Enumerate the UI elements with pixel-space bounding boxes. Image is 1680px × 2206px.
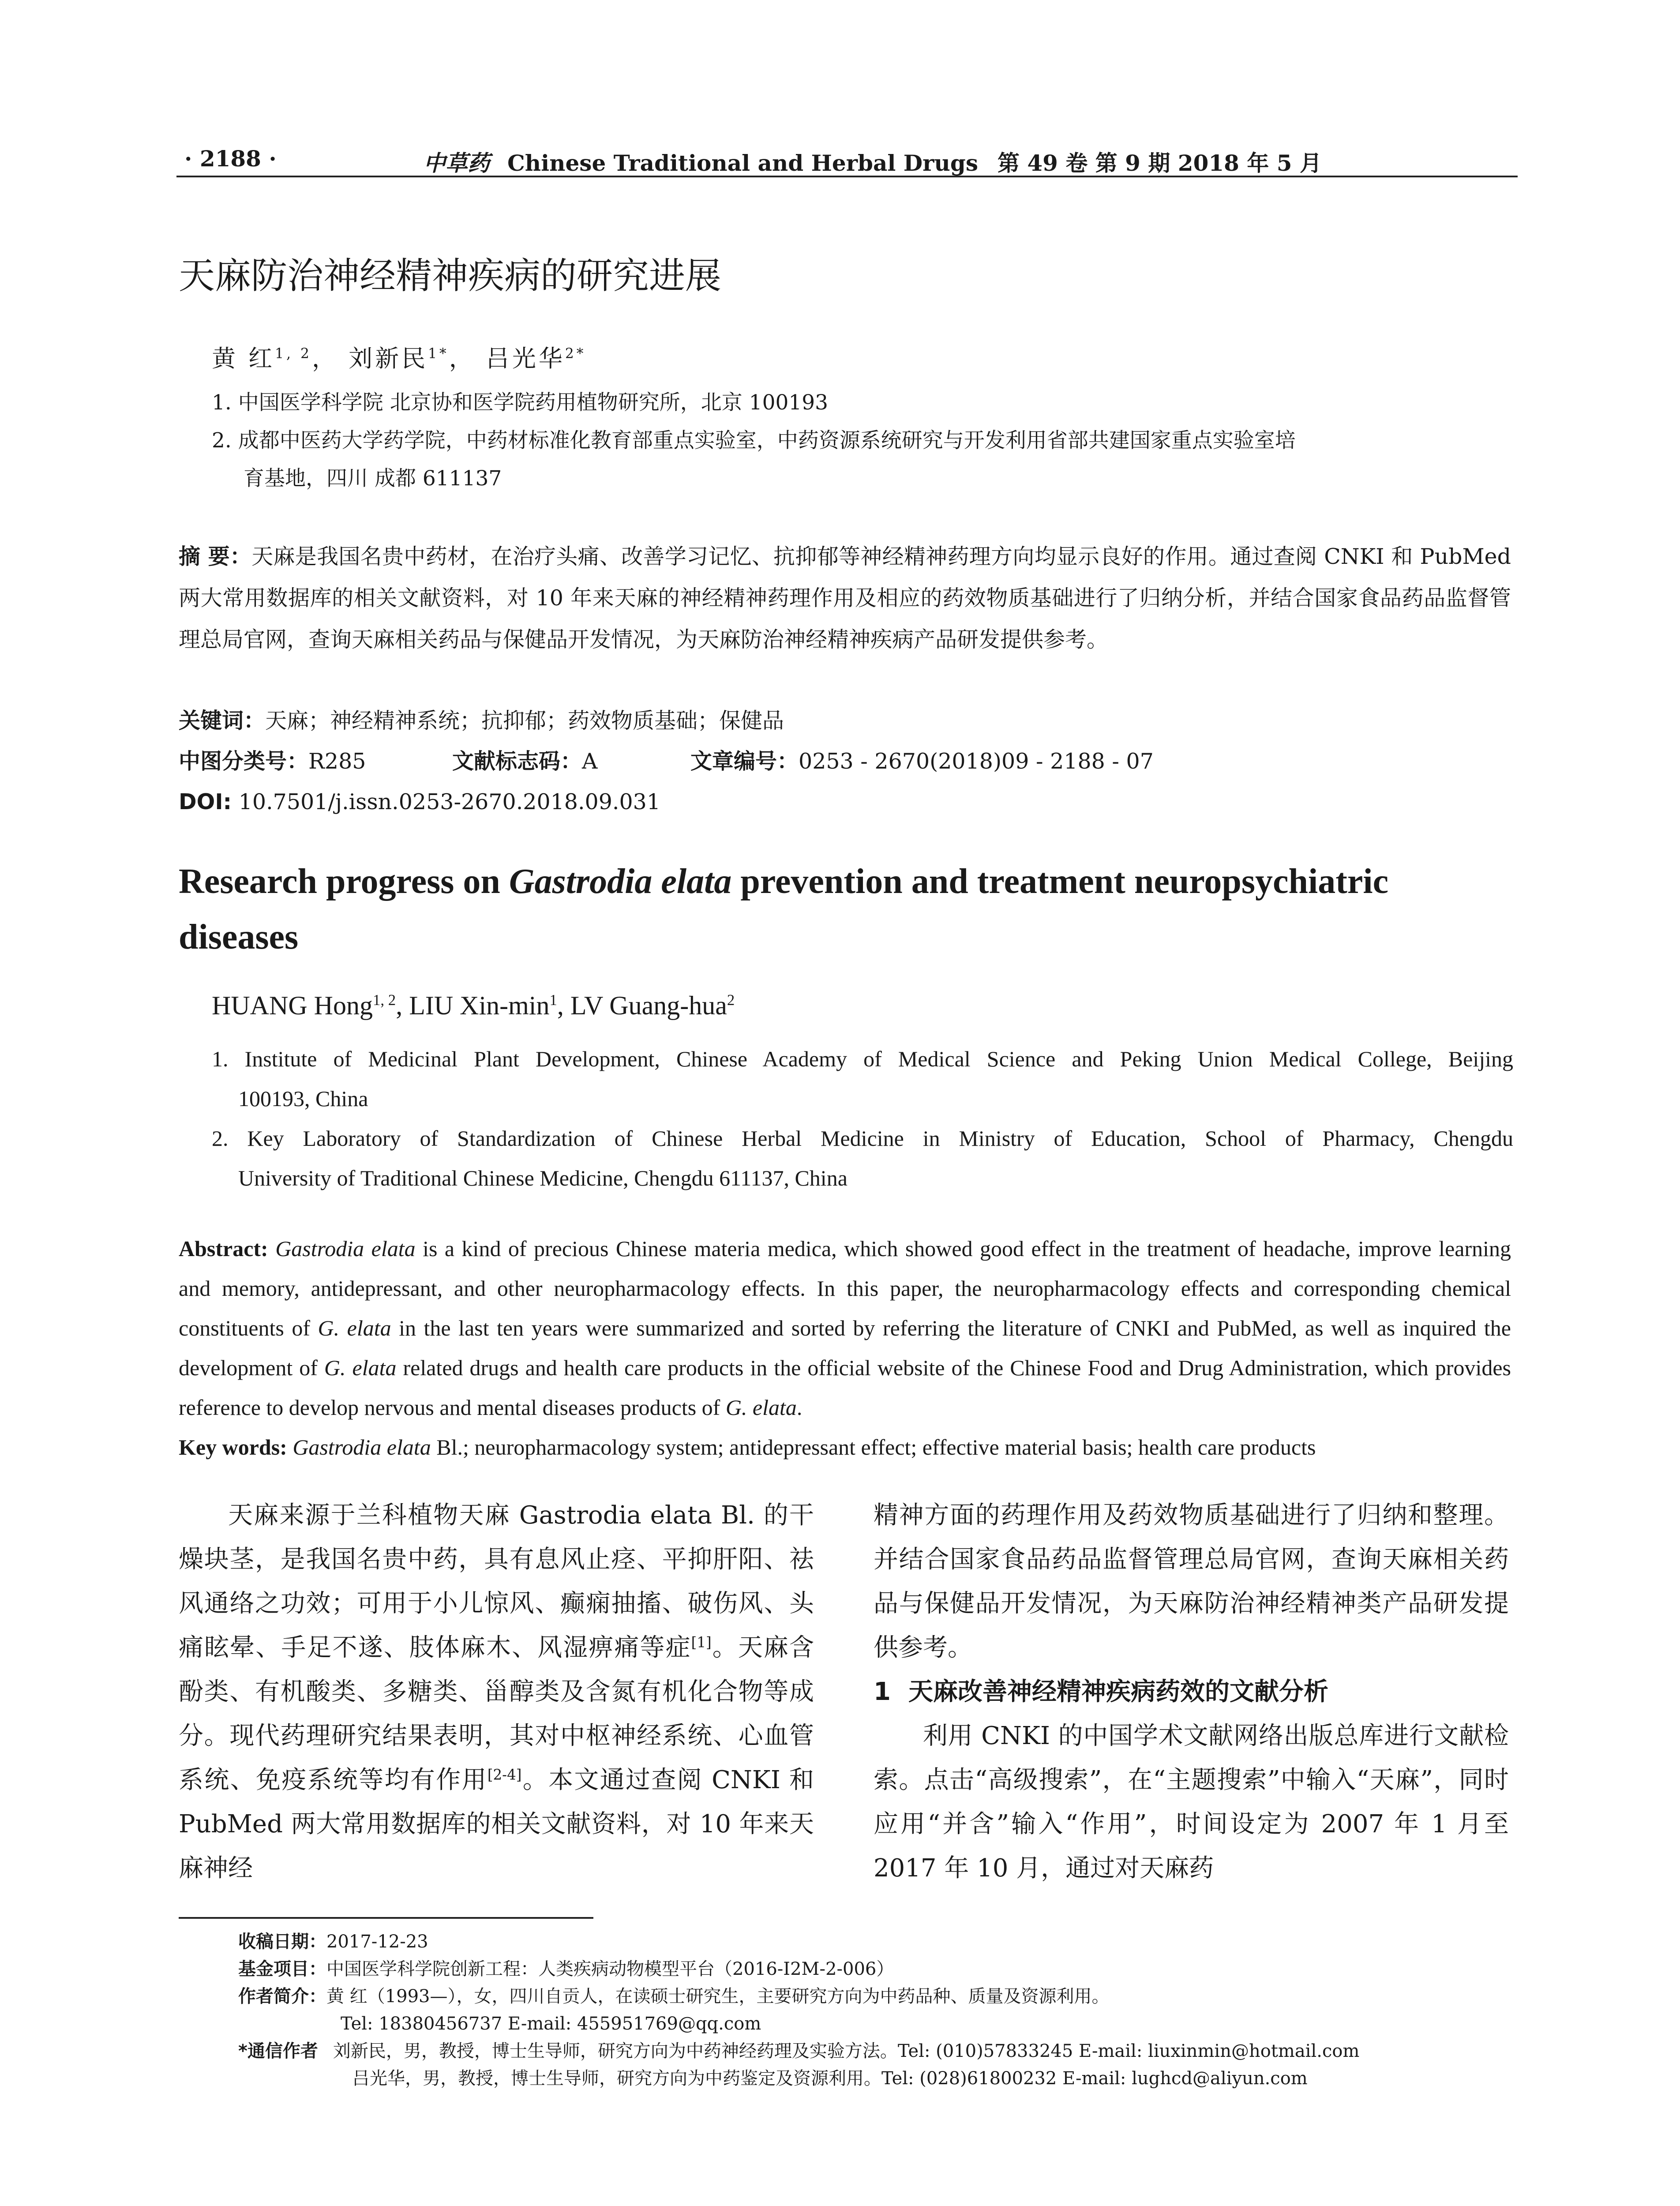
body-text: 。天麻含酚类、有机酸类、多糖类、甾醇类及含氮有机化合物等成分。现代药理研究结果表明，其对中枢神经系统、心血管系统、免疫系统等均有作用 <box>179 1633 814 1794</box>
footnote-label: 作者简介： <box>238 1986 326 2007</box>
article-number-value: 0253 - 2670(2018)09 - 2188 - 07 <box>799 749 1154 774</box>
doi-link[interactable]: 10.7501/j.issn.0253-2670.2018.09.031 <box>238 789 660 814</box>
body-paragraph <box>179 1493 814 1891</box>
footnotes <box>238 1928 1518 2092</box>
journal-info <box>424 146 1322 177</box>
footnote-label: *通信作者 <box>238 2041 318 2061</box>
author-affiliation-mark: 1, 2 <box>275 346 312 362</box>
class-label: 中图分类号： <box>179 749 309 774</box>
footnote-text: 刘新民，男，教授，博士生导师，研究方向为中药神经药理及实验方法。Tel: (010)57833245 E-mail: liuxinmin@hotmail.com <box>333 2041 1360 2061</box>
footnote-label: 基金项目： <box>238 1959 326 1979</box>
page-number: · 2188 · <box>184 146 277 172</box>
footnote-label: 收稿日期： <box>238 1932 326 1952</box>
author-name: 吕光华 <box>485 345 565 372</box>
author-name: LIU Xin-min <box>409 991 550 1020</box>
author-name: 黄 红 <box>212 345 275 372</box>
doc-code-value: A <box>582 749 598 774</box>
author-affiliation-mark: 2 <box>727 991 735 1009</box>
abstract-segment: G. elata <box>318 1316 391 1340</box>
affiliation-line: 100193, China <box>238 1086 368 1111</box>
affiliations-cn <box>212 384 1513 498</box>
citation-ref[interactable]: [1] <box>691 1634 712 1651</box>
section-number: 1 <box>874 1677 891 1706</box>
author-affiliation-mark: 1, 2 <box>372 991 396 1009</box>
abstract-label-en: Abstract: <box>179 1236 268 1261</box>
keywords-species-name: Gastrodia elata <box>292 1435 431 1459</box>
footnote-text: 中国医学科学院创新工程：人类疾病动物模型平台（2016-I2M-2-006） <box>326 1959 894 1979</box>
abstract-en <box>179 1229 1511 1427</box>
footnote-corresponding <box>238 2037 1518 2065</box>
affiliation-line: University of Traditional Chinese Medicine, Chengdu 611137, China <box>238 1166 848 1190</box>
abstract-segment: . <box>796 1395 802 1420</box>
article-title-en <box>179 854 1511 965</box>
author-affiliation-mark: 1* <box>428 346 449 362</box>
classification-line <box>179 741 1511 782</box>
footnote-divider <box>179 1917 593 1919</box>
body-text: 天麻来源于兰科植物天麻 Gastrodia elata Bl. 的干燥块茎，是我国名贵中药，具有息风止痉、平抑肝阳、祛风通络之功效；可用于小儿惊风、癫痫抽搐、破伤风、头痛眩晕、手足不遂、肢体麻木、风湿痹痛等症 <box>179 1501 814 1662</box>
keywords-en <box>179 1427 1511 1467</box>
footnote-text: 黄 红（1993—），女，四川自贡人，在读硕士研究生，主要研究方向为中药品种、质量及资源利用。 <box>326 1986 1110 2007</box>
abstract-segment: in the last ten years were summarized and sorted by referring the literature of CNKI and PubMed, as well as inquired the development of <box>179 1316 1511 1380</box>
abstract-cn <box>179 536 1511 660</box>
journal-name-cn: 中草药 <box>424 150 490 176</box>
author-list-cn: 黄 红$^{1, 2}$， 刘新民$^{1*}$， 吕光华$^{2*}$ <box>212 345 586 372</box>
author-affiliation-mark: 2* <box>565 346 586 362</box>
citation-ref[interactable]: [2-4] <box>487 1766 522 1783</box>
footnote-received <box>238 1928 1518 1955</box>
footnote-text: 2017-12-23 <box>326 1932 428 1952</box>
affiliation-line: 2. 成都中医药大学药学院，中药材标准化教育部重点实验室，中药资源系统研究与开发利用省部共建国家重点实验室培 <box>212 428 1296 453</box>
article-number-label: 文章编号： <box>690 749 799 774</box>
running-header <box>176 140 1518 177</box>
footnote-corresponding-2: 吕光华，男，教授，博士生导师，研究方向为中药鉴定及资源利用。Tel: (028)61800232 E-mail: lughcd@aliyun.com <box>352 2068 1308 2089</box>
issue-info: 第 49 卷 第 9 期 2018 年 5 月 <box>997 150 1322 176</box>
doi-label: DOI: <box>179 789 232 814</box>
title-segment: prevention and treatment neuropsychiatric diseases <box>179 862 1389 957</box>
abstract-label-cn: 摘 要： <box>179 544 252 569</box>
journal-name-en: Chinese Traditional and Herbal Drugs <box>507 150 978 176</box>
class-value: R285 <box>308 749 366 774</box>
body-column-left <box>179 1493 814 1891</box>
doi-line <box>179 782 660 822</box>
author-name: HUANG Hong <box>212 991 373 1020</box>
keywords-text-en: Bl.; neuropharmacology system; antidepressant effect; effective material basis; health care products <box>431 1435 1316 1459</box>
keywords-cn <box>179 701 784 741</box>
author-list-en: HUANG Hong$^{1, 2}$, LIU Xin-$\min^1$, LV Guang-hua$^2$ <box>212 991 735 1020</box>
footnote-author-contact: Tel: 18380456737 E-mail: 455951769@qq.com <box>341 2014 761 2034</box>
abstract-segment: related drugs and health care products in the official website of the Chinese Food and Drug Administration, which provides reference to develop nervous and mental diseases products of <box>179 1355 1511 1420</box>
body-paragraph: 精神方面的药理作用及药效物质基础进行了归纳和整理。并结合国家食品药品监督管理总局官网，查询天麻相关药品与保健品开发情况，为天麻防治神经精神类产品研发提供参考。 <box>874 1501 1509 1662</box>
affiliation-line: 1. 中国医学科学院 北京协和医学院药用植物研究所，北京 100193 <box>212 390 829 415</box>
footnote-fund <box>238 1955 1518 1983</box>
affiliation-line: 育基地，四川 成都 611137 <box>244 466 502 491</box>
affiliation-line: 2. Key Laboratory of Standardization of Chinese Herbal Medicine in Ministry of Education, School of Pharmacy, Chengdu <box>212 1126 1513 1151</box>
section-heading <box>874 1670 1509 1714</box>
abstract-text-cn: 天麻是我国名贵中药材，在治疗头痛、改善学习记忆、抗抑郁等神经精神药理方向均显示良好的作用。通过查阅 CNKI 和 PubMed 两大常用数据库的相关文献资料，对 10 年来天麻的神经精神药理作用及相应的药效物质基础进行了归纳分析，并结合国家食品药品监督管理总局官网，查询天麻相关药品与保健品开发情况，为天麻防治神经精神疾病产品研发提供参考。 <box>179 544 1511 652</box>
keywords-label-cn: 关键词： <box>179 708 266 733</box>
author-affiliation-mark: 1 <box>549 991 557 1009</box>
title-species-name: Gastrodia elata <box>509 862 732 901</box>
affiliation-line: 1. Institute of Medicinal Plant Development, Chinese Academy of Medical Science and Peking Union Medical College, Beijing <box>212 1047 1513 1071</box>
body-text: 。本文通过查阅 CNKI 和 PubMed 两大常用数据库的相关文献资料，对 10 年来天麻神经 <box>179 1766 814 1883</box>
abstract-segment: is a kind of precious Chinese materia medica, which showed good effect in the treatment of headache, improve learning and memory, antidepressant, and other neuropharmacology effects. In this paper, the neuropharmacology effects and corresponding chemical constituents of <box>179 1236 1511 1340</box>
keywords-label-en: Key words: <box>179 1435 287 1459</box>
body-column-right <box>874 1493 1509 1891</box>
abstract-segment: G. elata <box>725 1395 797 1420</box>
abstract-segment: Gastrodia elata <box>275 1236 416 1261</box>
doc-code-label: 文献标志码： <box>452 749 582 774</box>
affiliations-en <box>212 1039 1513 1198</box>
abstract-segment: G. elata <box>324 1355 397 1380</box>
author-name: 刘新民 <box>349 345 428 372</box>
author-name: LV Guang-hua <box>570 991 727 1020</box>
title-segment: Research progress on <box>179 862 509 901</box>
footnote-author <box>238 1983 1518 2010</box>
keywords-text-cn: 天麻；神经精神系统；抗抑郁；药效物质基础；保健品 <box>265 708 784 733</box>
section-title: 天麻改善神经精神疾病药效的文献分析 <box>908 1677 1328 1706</box>
body-paragraph: 利用 CNKI 的中国学术文献网络出版总库进行文献检索。点击“高级搜索”，在“主题搜索”中输入“天麻”，同时应用“并含”输入“作用”，时间设定为 2007 年 1 月至 2017 年 10 月，通过对天麻药 <box>874 1722 1509 1883</box>
article-title-cn: 天麻防治神经精神疾病的研究进展 <box>179 255 722 297</box>
